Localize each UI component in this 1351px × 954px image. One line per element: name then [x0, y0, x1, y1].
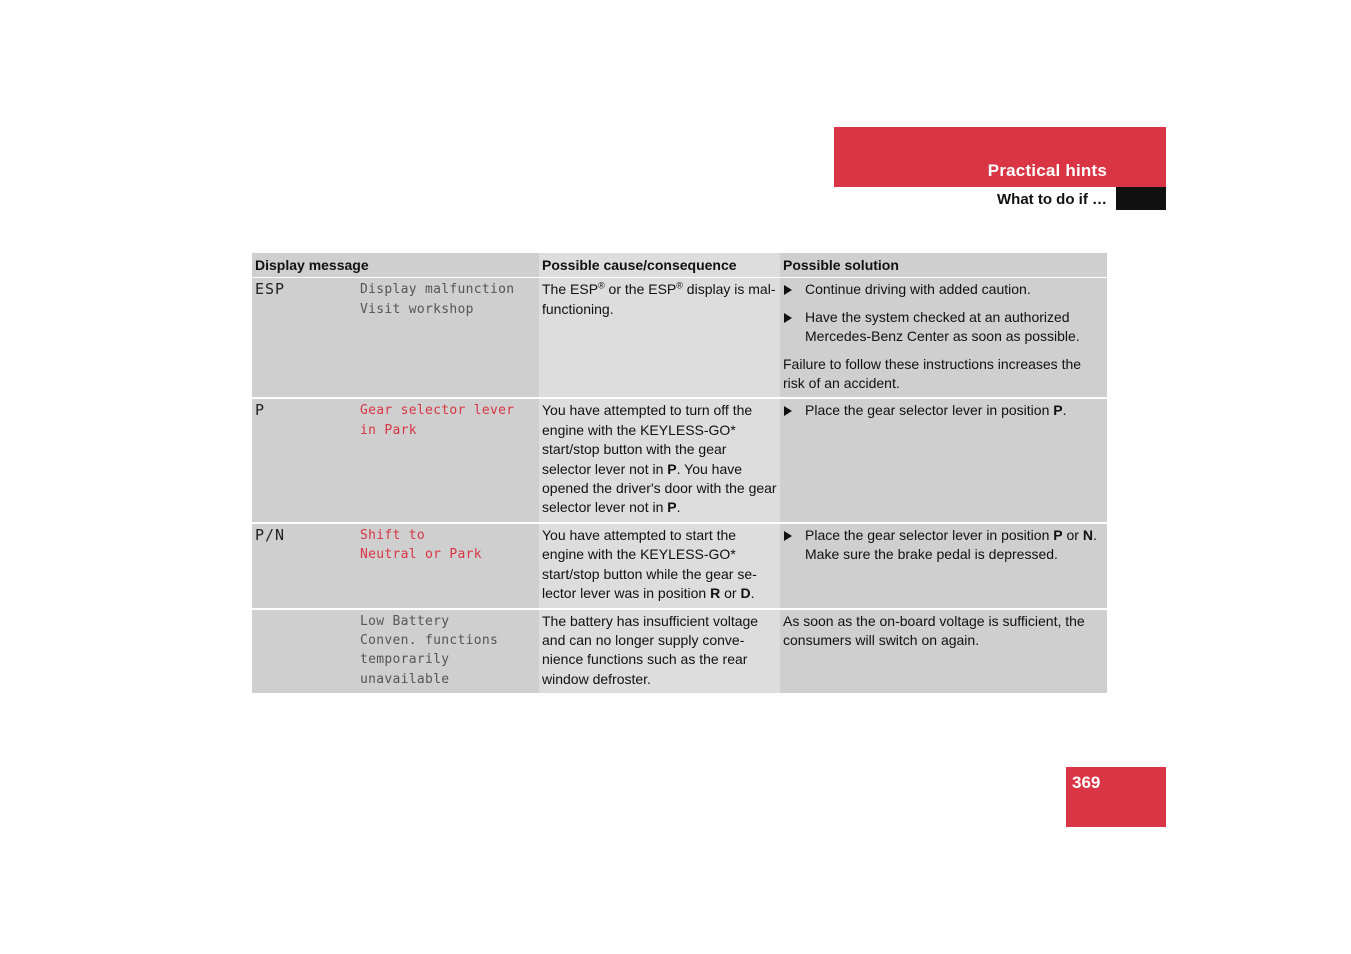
subsection-header: [834, 187, 1166, 211]
column-header-solution: Possible solution: [780, 253, 1107, 278]
display-line: Display malfunction: [360, 282, 515, 298]
display-text: [360, 526, 536, 565]
message-code: [255, 612, 360, 690]
solution-text: Place the gear selector lever in position: [805, 526, 1054, 543]
table-row: [252, 609, 1107, 694]
display-text: [360, 401, 536, 440]
solution-text: As soon as the on-board voltage is sufficient, the consumers will switch on again.: [783, 612, 1085, 648]
gear-position: D: [740, 585, 751, 602]
cause-text: or the ESP: [604, 281, 677, 298]
display-message-cell: [252, 398, 539, 522]
gear-position: P: [667, 460, 677, 477]
cause-text: The battery has insufficient voltage and can no longer supply conve-nience functions such as the rear window defroster.: [542, 612, 759, 687]
cause-cell: [539, 609, 780, 694]
message-code: ESP: [255, 280, 286, 299]
cause-cell: [539, 523, 780, 609]
hints-table: [252, 253, 1107, 693]
table-row: [252, 523, 1107, 609]
solution-cell: [780, 398, 1107, 522]
display-line: Visit workshop: [360, 301, 474, 317]
display-line: Neutral or Park: [360, 547, 482, 563]
section-title: Practical hints: [987, 161, 1107, 180]
solution-text: Place the gear selector lever in position: [805, 402, 1054, 419]
solution-cell: [780, 609, 1107, 694]
cause-cell: [539, 278, 780, 399]
column-header-display-message: Display message: [252, 253, 539, 278]
display-line: Low Battery: [360, 613, 450, 629]
solution-text: . Make sure the brake pedal is depressed.: [805, 526, 1097, 563]
display-line: temporarily: [360, 652, 450, 668]
solution-text: Continue driving with added caution.: [805, 281, 1031, 298]
warning-note: Failure to follow these instructions increases the risk of an accident.: [783, 355, 1082, 392]
page-number-box: [1066, 767, 1166, 827]
column-header-cause: Possible cause/consequence: [539, 253, 780, 278]
display-message-cell: [252, 523, 539, 609]
gear-position: P: [1053, 526, 1063, 543]
gear-position: P: [667, 499, 677, 516]
display-line: unavailable: [360, 671, 450, 687]
display-line: Shift to: [360, 527, 426, 543]
table-row: [252, 398, 1107, 522]
display-line: Gear selector lever: [360, 403, 515, 419]
cause-text: The ESP: [542, 281, 599, 298]
solution-step: [783, 308, 1104, 347]
cause-text: .: [750, 585, 755, 602]
subsection-title: What to do if …: [997, 191, 1107, 208]
gear-position: P: [1053, 402, 1063, 419]
bullet-arrow-icon: [784, 285, 792, 295]
solution-step: [783, 401, 1104, 420]
message-code: P: [255, 401, 266, 420]
solution-text: .: [1062, 402, 1067, 419]
bullet-arrow-icon: [784, 406, 792, 416]
cause-text: You have attempted to start the engine with the KEYLESS-GO* start/stop button while the gear se-lector lever was in position: [542, 526, 757, 602]
message-code: P/N: [255, 525, 286, 544]
cause-text: You have attempted to turn off the engine with the KEYLESS-GO* start/stop button with the gear selector lever not in: [542, 402, 753, 477]
solution-cell: [780, 523, 1107, 609]
bullet-arrow-icon: [784, 531, 792, 541]
display-message-cell: [252, 278, 539, 399]
cause-cell: [539, 398, 780, 522]
registered-mark: ®: [598, 280, 605, 291]
solution-text: or: [1062, 526, 1083, 543]
display-text: [360, 280, 536, 319]
table-header-row: [252, 253, 1107, 278]
table-row: [252, 278, 1107, 399]
registered-mark: ®: [676, 280, 683, 291]
solution-step: [783, 526, 1104, 565]
page-number: 369: [1072, 773, 1101, 792]
gear-position: N: [1082, 526, 1093, 543]
section-tab: [834, 127, 1166, 187]
display-text: [360, 612, 536, 690]
cause-text: display is mal-functioning.: [542, 281, 776, 317]
solution-cell: [780, 278, 1107, 399]
display-message-cell: [252, 609, 539, 694]
bullet-arrow-icon: [784, 313, 792, 323]
cause-text: . You have opened the driver's door with the gear selector lever not in: [542, 460, 777, 516]
cause-text: or: [720, 585, 741, 602]
display-line: in Park: [360, 422, 417, 438]
solution-text: Have the system checked at an authorized Mercedes-Benz Center as soon as possible.: [805, 308, 1080, 345]
subsection-marker: [1116, 187, 1166, 210]
display-line: Conven. functions: [360, 632, 499, 648]
solution-step: [783, 280, 1104, 299]
cause-text: .: [676, 499, 681, 516]
gear-position: R: [710, 585, 721, 602]
